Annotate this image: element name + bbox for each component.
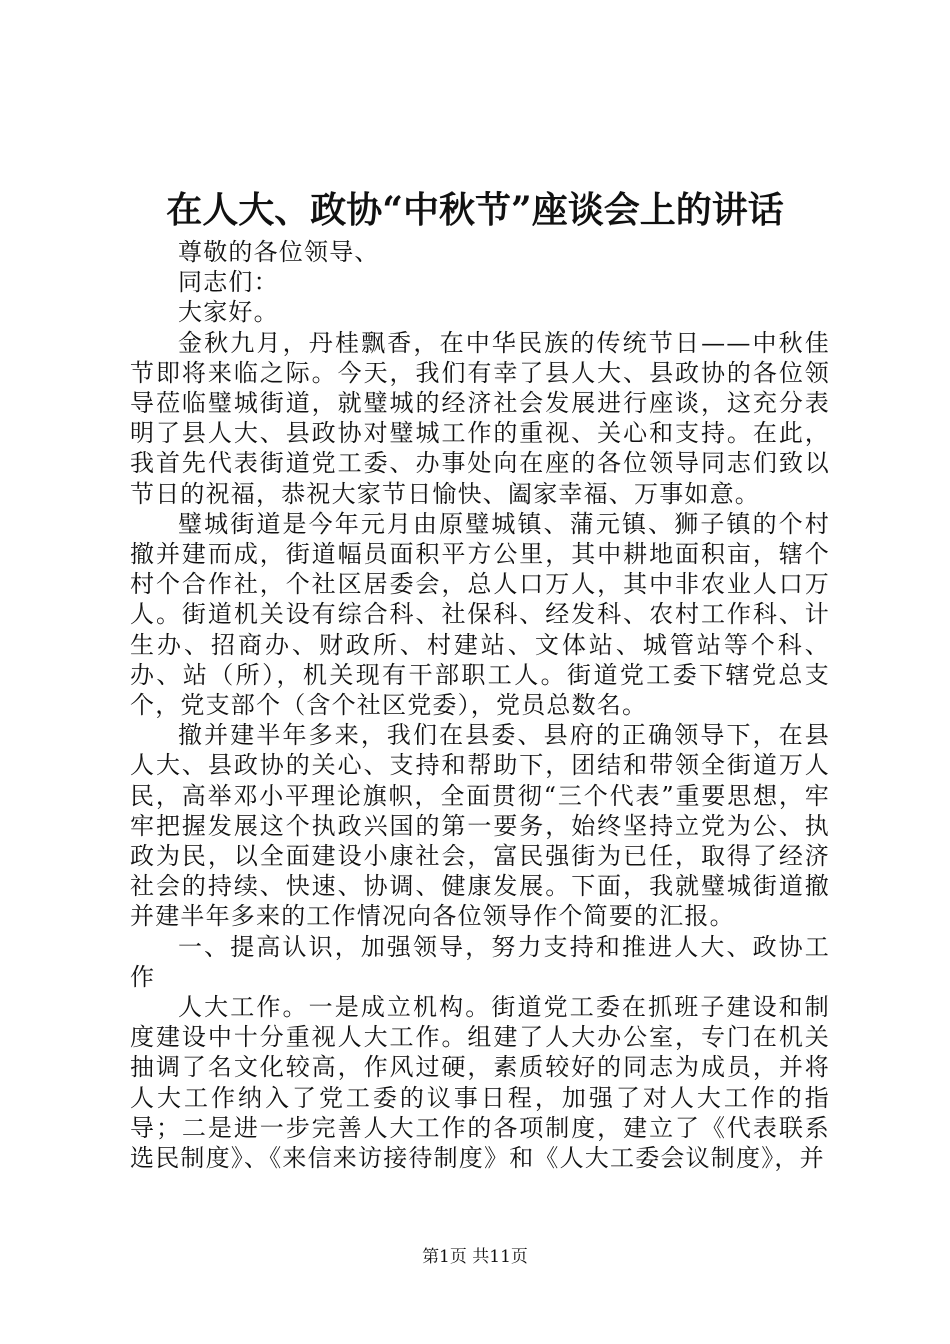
salutation-leaders: 尊敬的各位领导、 [178, 238, 380, 266]
greeting: 大家好。 [178, 298, 279, 327]
page-footer: 第1页 共11页 [422, 1247, 528, 1267]
paragraph-progress: 撤并建半年多来，我们在县委、县府的正确领导下，在县人大、县政协的关心、支持和帮助下，团结和带领全街道万人民，高举邓小平理论旗帜，全面贯彻“三个代表”重要思想，牢牢把握发展这个执政兴国的第一要务，始终坚持立党为公、执政为民，以全面建设小康社会，富民强街为已任，取得了经济社会的持续、快速、协调、健康发展。下面，我就璧城街道撤并建半年多来的工作情况向各位领导作个简要的汇报。 [130, 721, 830, 931]
document-body [130, 237, 830, 1173]
section-heading: 一、提高认识，加强领导，努力支持和推进人大、政协工作 [130, 932, 830, 991]
paragraph-overview: 璧城街道是今年元月由原璧城镇、蒲元镇、狮子镇的个村撤并建而成，街道幅员面积平方公里，其中耕地面积亩，辖个村个合作社，个社区居委会，总人口万人，其中非农业人口万人。街道机关设有综合科、社保科、经发科、农村工作科、计生办、招商办、财政所、村建站、文体站、城管站等个科、办、站（所），机关现有干部职工人。街道党工委下辖党总支个，党支部个（含个社区党委），党员总数名。 [130, 509, 830, 720]
salutation-comrades: 同志们： [178, 268, 279, 297]
page-title: 在人大、政协“中秋节”座谈会上的讲话 [166, 189, 784, 231]
paragraph-opening: 金秋九月，丹桂飘香，在中华民族的传统节日——中秋佳节即将来临之际。今天，我们有幸了县人大、县政协的各位领导莅临璧城街道，就璧城的经济社会发展进行座谈，这充分表明了县人大、县政协对璧城工作的重视、关心和支持。在此，我首先代表街道党工委、办事处向在座的各位领导同志们致以节日的祝福，恭祝大家节日愉快、阖家幸福、万事如意。 [130, 328, 830, 508]
paragraph-npc-work: 人大工作。一是成立机构。街道党工委在抓班子建设和制度建设中十分重视人大工作。组建了人大办公室，专门在机关抽调了名文化较高，作风过硬，素质较好的同志为成员，并将人大工作纳入了党工委的议事日程，加强了对人大工作的指导；二是进一步完善人大工作的各项制度，建立了《代表联系选民制度》、《来信来访接待制度》和《人大工委会议制度》，并 [130, 993, 830, 1173]
